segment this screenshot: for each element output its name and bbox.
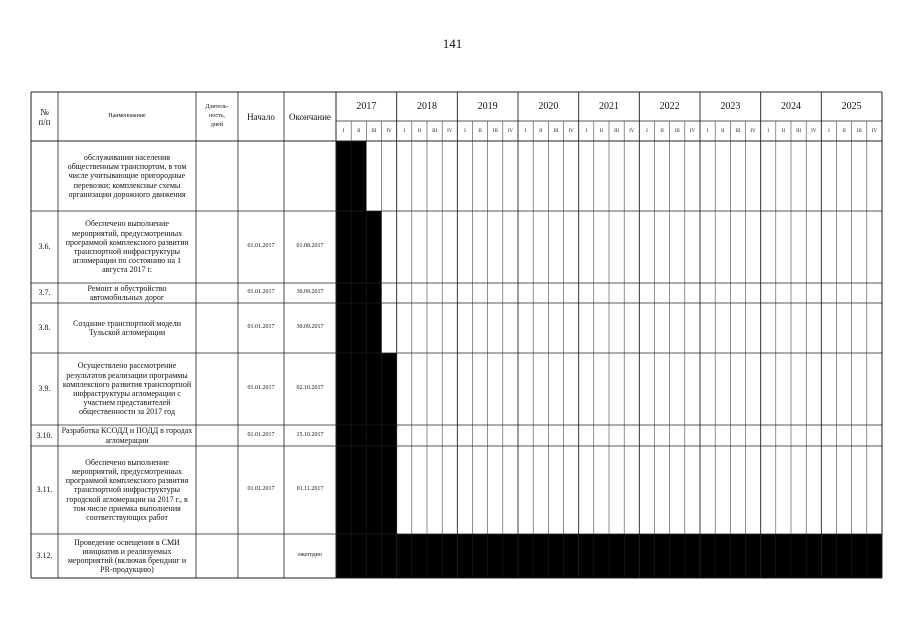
quarter-label: I [585, 129, 588, 134]
quarter-label: II [599, 129, 604, 134]
quarter-label: IV [629, 129, 635, 134]
row-end: 01.08.2017 [296, 243, 324, 250]
quarter-label: III [614, 129, 620, 134]
row-num: 3.8. [38, 323, 51, 333]
year-label: 2022 [659, 101, 680, 112]
quarter-label: IV [811, 129, 817, 134]
quarter-label: I [342, 129, 345, 134]
row-num: 3.9. [38, 384, 51, 394]
quarter-label: III [371, 129, 377, 134]
row-end: 02.10.2017 [296, 385, 324, 392]
row-start: 01.01.2017 [247, 486, 275, 493]
row-end: 30.09.2017 [296, 289, 324, 296]
row-num: 3.10. [36, 430, 53, 440]
row-start [238, 141, 284, 211]
row-num: 3.6. [38, 242, 51, 252]
row-name: Обеспечено выполнение мероприятий, предусмотренных программой комплексного развития транспортной инфраструктуры городской агломерации на 2017 г., в том числе приемка выполнения соответствующих работ [65, 457, 189, 522]
quarter-label: III [856, 129, 862, 134]
quarter-label: IV [568, 129, 574, 134]
year-label: 2018 [416, 101, 437, 112]
quarter-label: IV [750, 129, 756, 134]
row-name: Проведение освещения в СМИ инициатив и реализуемых мероприятий (включая брендинг и PR-продукцию) [67, 537, 187, 575]
row-duration [196, 303, 238, 353]
quarter-label: IV [386, 129, 392, 134]
row-name: Разработка КСОДД и ПОДД в городах агломерации [61, 426, 193, 445]
row-name: Ремонт и обустройство автомобильных дорог [87, 283, 167, 302]
quarter-label: I [828, 129, 830, 134]
row-end [284, 141, 336, 211]
quarter-label: III [674, 129, 680, 134]
row-duration [196, 283, 238, 303]
row-end: 15.10.2017 [296, 431, 324, 438]
quarter-label: I [524, 129, 527, 134]
row-duration [196, 425, 238, 446]
quarter-label: III [735, 129, 741, 134]
row-name: обслуживании населения общественным транспортом, в том числе учитывающие пригородные перевозки; комплексные схемы организации дорожного движения [67, 152, 187, 199]
header-end: Окончание [289, 111, 331, 122]
quarter-label: II [357, 129, 361, 134]
header-name: Наименование [108, 112, 146, 119]
quarter-label: III [432, 129, 438, 134]
row-duration [196, 211, 238, 283]
row-start [238, 534, 284, 578]
row-num: 3.11. [36, 485, 53, 495]
quarter-label: IV [689, 129, 696, 134]
row-duration [196, 446, 238, 534]
row-num: 3.12. [36, 551, 53, 561]
quarter-label: II [478, 129, 482, 134]
header-start: Начало [247, 111, 275, 122]
quarter-label: I [403, 129, 406, 134]
quarter-label: IV [447, 129, 453, 134]
gantt-bar [336, 283, 382, 303]
row-end: 30.09.2017 [296, 324, 324, 331]
year-label: 2024 [780, 101, 801, 112]
year-label: 2019 [477, 101, 498, 112]
row-duration [196, 534, 238, 578]
row-num [31, 141, 58, 211]
row-duration [196, 353, 238, 425]
year-label: 2023 [720, 101, 741, 112]
row-num: 3.7. [38, 288, 51, 298]
row-end: 01.11.2017 [296, 486, 324, 493]
row-end: ежегодно [298, 552, 322, 559]
row-start: 01.01.2017 [247, 324, 275, 331]
year-label: 2021 [598, 101, 619, 112]
row-name: Создание транспортной модели Тульской агломерации [72, 318, 182, 337]
gantt-bar [336, 211, 382, 283]
row-start: 01.01.2017 [247, 289, 275, 296]
year-label: 2020 [538, 101, 559, 112]
quarter-label: II [417, 129, 422, 134]
quarter-label: II [842, 129, 846, 134]
quarter-label: III [796, 129, 802, 134]
quarter-label: I [706, 129, 709, 134]
year-label: 2017 [356, 101, 377, 112]
quarter-label: IV [507, 129, 514, 134]
gantt-bar [336, 303, 382, 353]
year-label: 2025 [841, 101, 862, 112]
row-start: 01.01.2017 [247, 431, 275, 438]
row-start: 01.01.2017 [247, 385, 275, 392]
quarter-label: II [539, 129, 543, 134]
quarter-label: IV [871, 129, 878, 134]
quarter-label: III [553, 129, 559, 134]
quarter-label: II [721, 129, 725, 134]
quarter-label: I [646, 129, 648, 134]
header-num: № п/п [38, 106, 51, 127]
quarter-label: III [492, 129, 498, 134]
row-start: 01.01.2017 [247, 243, 275, 250]
header-duration: Длитель- ность, дней [205, 103, 229, 129]
quarter-label: I [464, 129, 466, 134]
page-number: 141 [442, 36, 463, 51]
quarter-label: II [660, 129, 664, 134]
quarter-label: I [767, 129, 770, 134]
row-duration [196, 141, 238, 211]
row-name: Обеспечено выполнение мероприятий, предусмотренных программой комплексного развития транспортной инфраструктуры агломерации по состоянию на 1 августа 2017 г. [65, 219, 189, 275]
quarter-label: II [781, 129, 786, 134]
row-name: Осуществлено рассмотрение результатов реализации программы комплексного развития транспортной инфраструктуры агломерации с участием представителей общественности за 2017 год [62, 361, 192, 417]
